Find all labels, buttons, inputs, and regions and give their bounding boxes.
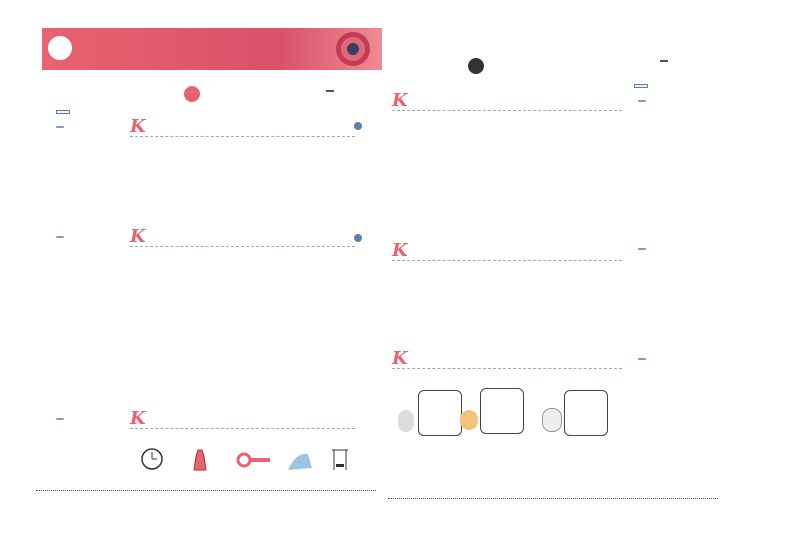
footer-rule [388, 498, 718, 499]
side-tag-written [56, 236, 64, 238]
chapter-number [48, 36, 72, 60]
rabbit-speech-bubble [418, 390, 462, 436]
side-tag-applied [638, 358, 646, 360]
section-divider [130, 246, 355, 247]
rabbit-icon [398, 410, 414, 432]
cat-icon [542, 408, 562, 432]
side-tag-oral [638, 100, 646, 102]
clock-figure-icon [142, 449, 162, 469]
shoe-figure-icon [288, 454, 312, 470]
correction-area-label [56, 110, 70, 114]
clock-icon [354, 122, 362, 130]
key-figure-icon [238, 454, 270, 466]
bottle-figure-icon [194, 450, 206, 470]
lesson-tag [660, 60, 668, 62]
section-divider [392, 260, 622, 261]
section-applied: K [392, 348, 408, 369]
chapter-banner [42, 28, 382, 70]
lesson-title [468, 58, 492, 78]
clock-icon [354, 234, 362, 242]
lesson-title [184, 86, 208, 106]
side-tag-oral [56, 126, 64, 128]
section-divider [130, 136, 355, 137]
side-tag-applied [56, 418, 64, 420]
section-applied: K [130, 408, 146, 429]
target-icon [336, 32, 370, 66]
swing-figure-icon [332, 450, 348, 470]
section-oral: K [392, 90, 408, 111]
section-oral: K [130, 116, 146, 137]
section-written: K [130, 226, 146, 247]
side-tag-variant [638, 248, 646, 250]
figures-row [140, 446, 350, 474]
dog-icon [460, 410, 478, 430]
section-divider [392, 110, 622, 111]
cat-speech-bubble [564, 390, 608, 436]
section-divider [130, 428, 355, 429]
footer-rule [36, 490, 376, 491]
left-page [36, 18, 386, 538]
section-variant: K [392, 240, 408, 261]
correction-area-label [634, 84, 648, 88]
lesson-tag [326, 90, 334, 92]
right-page [388, 18, 768, 538]
dog-speech-bubble [480, 388, 524, 434]
section-divider [392, 368, 622, 369]
